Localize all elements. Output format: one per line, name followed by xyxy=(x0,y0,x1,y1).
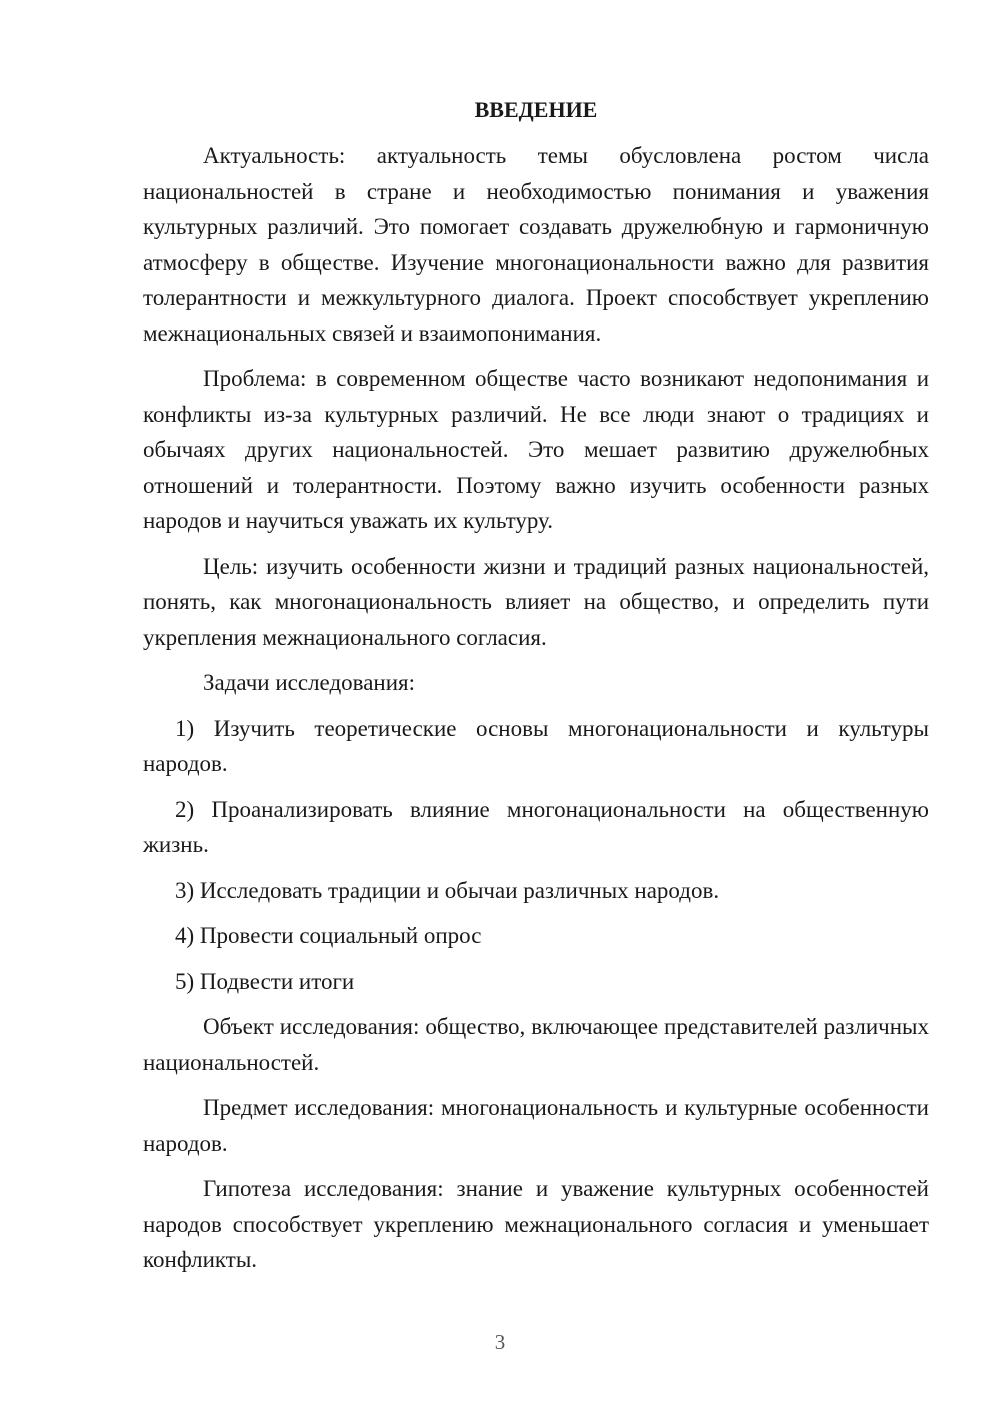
task-item-3: 3) Исследовать традиции и обычаи различных народов. xyxy=(175,877,720,903)
section-title: ВВЕДЕНИЕ xyxy=(474,97,598,122)
paragraph-object: Объект исследования: общество, включающее представителей различных национальностей. xyxy=(143,1014,929,1075)
paragraph-hypothesis: Гипотеза исследования: знание и уважение культурных особенностей народов способствует укреплению межнационального согласия и уменьшает конфликты. xyxy=(143,1176,929,1272)
paragraph-subject: Предмет исследования: многонациональность и культурные особенности народов. xyxy=(143,1095,929,1156)
document-page xyxy=(143,94,929,1288)
paragraph-goal: Цель: изучить особенности жизни и традиций разных национальностей, понять, как многонациональность влияет на общество, и определить пути укрепления межнационального согласия. xyxy=(143,553,929,650)
task-item-4: 4) Провести социальный опрос xyxy=(175,923,482,948)
paragraph-problem: Проблема: в современном обществе часто возникают недопонимания и конфликты из-за культурных различий. Не все люди знают о традициях и обычаях других национальностей. Это мешает развитию дружелюбных отношений и толерантности. Поэтому важно изучить особенности разных народов и научиться уважать их культуру. xyxy=(143,366,929,533)
task-item-5: 5) Подвести итоги xyxy=(175,968,355,994)
task-item-1: 1) Изучить теоретические основы многонациональности и культуры народов. xyxy=(143,715,929,776)
page-number: 3 xyxy=(494,1330,506,1354)
task-item-2: 2) Проанализировать влияние многонациональности на общественную жизнь. xyxy=(143,796,929,857)
paragraph-relevance: Актуальность: актуальность темы обусловлена ростом числа национальностей в стране и необходимостью понимания и уважения культурных различий. Это помогает создавать дружелюбную и гармоничную атмосферу в обществе. Изучение многонациональности важно для развития толерантности и межкультурного диалога. Проект способствует укреплению межнациональных связей и взаимопонимания. xyxy=(143,143,929,346)
tasks-heading: Задачи исследования: xyxy=(203,670,416,695)
